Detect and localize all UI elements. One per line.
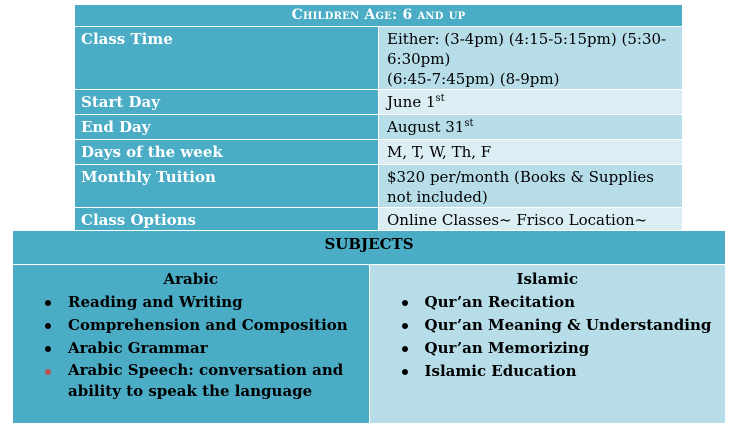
islamic-column — [369, 265, 726, 424]
list-item — [370, 291, 726, 314]
bullet-icon — [402, 323, 408, 329]
row-value-start-day — [379, 90, 683, 115]
arabic-title: Arabic — [163, 270, 219, 288]
islamic-topic-list — [370, 291, 726, 383]
list-item — [370, 314, 726, 337]
start-day-suffix: st — [435, 93, 445, 104]
row-value-end-day — [379, 115, 683, 140]
topic-label: Arabic Grammar — [68, 339, 208, 357]
row-label-class-time: Class Time — [75, 27, 379, 90]
class-schedule-table — [74, 4, 683, 251]
arabic-column — [13, 265, 370, 424]
row-label-start-day: Start Day — [75, 90, 379, 115]
islamic-title: Islamic — [516, 270, 579, 288]
topic-label: Reading and Writing — [68, 293, 243, 311]
topic-label: Qur’an Memorizing — [424, 339, 590, 357]
topic-label: Qur’an Recitation — [424, 293, 576, 311]
arabic-topic-list — [13, 291, 369, 402]
table-row — [75, 27, 683, 90]
row-value-monthly-tuition: $320 per/month (Books & Supplies not included) — [379, 165, 683, 208]
row-label-end-day: End Day — [75, 115, 379, 140]
bullet-icon — [402, 346, 408, 352]
row-value-days-of-week: M, T, W, Th, F — [379, 140, 683, 165]
bullet-icon — [45, 323, 51, 329]
bullet-icon — [402, 300, 408, 306]
list-item — [13, 314, 369, 337]
bullet-icon — [45, 369, 51, 375]
table-row — [75, 140, 683, 165]
class-time-line-2: (6:45-7:45pm) (8-9pm) — [387, 70, 560, 88]
table-row — [75, 115, 683, 140]
list-item — [13, 337, 369, 360]
end-day-suffix: st — [464, 118, 474, 129]
bullet-icon — [402, 369, 408, 375]
row-value-class-options: Online Classes~ Frisco Location~ — [379, 208, 683, 251]
row-label-days-of-week: Days of the week — [75, 140, 379, 165]
start-day-text: June 1 — [387, 93, 436, 111]
bullet-icon — [45, 346, 51, 352]
bullet-icon — [45, 300, 51, 306]
subjects-header: SUBJECTS — [13, 231, 726, 265]
list-item — [13, 291, 369, 314]
row-label-class-options: Class Options — [75, 208, 379, 251]
subjects-table — [12, 230, 726, 424]
list-item — [13, 360, 369, 402]
class-time-line-1: Either: (3-4pm) (4:15-5:15pm) (5:30-6:30pm) — [387, 30, 667, 68]
list-item — [370, 337, 726, 360]
topic-label: Islamic Education — [424, 362, 577, 380]
list-item — [370, 360, 726, 383]
table-row — [75, 90, 683, 115]
schedule-header: Children Age: 6 and up — [75, 5, 683, 27]
end-day-text: August 31 — [387, 118, 465, 136]
topic-label: Arabic Speech: conversation and ability to speak the language — [68, 361, 344, 400]
topic-label: Qur’an Meaning & Understanding — [424, 316, 712, 334]
table-row — [75, 165, 683, 208]
row-value-class-time — [379, 27, 683, 90]
row-label-monthly-tuition: Monthly Tuition — [75, 165, 379, 208]
topic-label: Comprehension and Composition — [68, 316, 348, 334]
